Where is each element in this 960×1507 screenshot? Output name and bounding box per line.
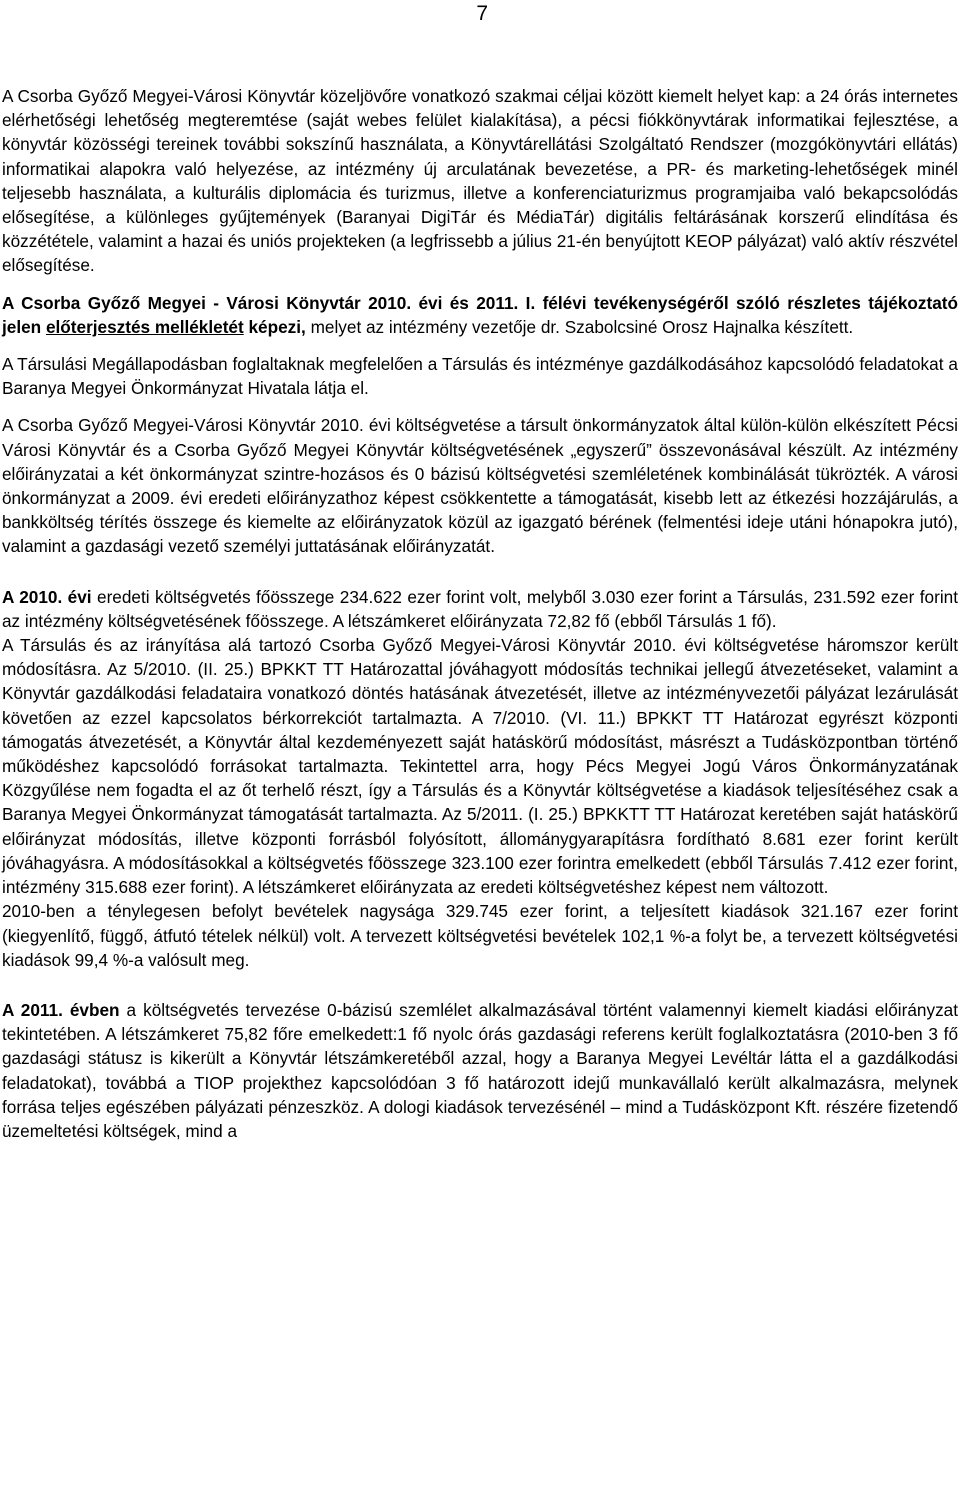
paragraph-2010-original (2, 585, 958, 633)
paragraph-report (2, 291, 958, 339)
report-rest-text: melyet az intézmény vezetője dr. Szabolcsiné Orosz Hajnalka készített. (305, 316, 854, 337)
paragraph-2011 (2, 998, 958, 1143)
paragraph-revenues: 2010-ben a ténylegesen befolyt bevételek nagysága 329.745 ezer forint, a teljesített kiadások 321.167 ezer forint (kiegyenlítő, függő, átfutó tételek nélkül) volt. A tervezett költségvetési bevételek 102,1 %-a folyt be, a tervezett költségvetési kiadások 99,4 %-a valósult meg. (2, 901, 958, 970)
year-2010-text: eredeti költségvetés főösszege 234.622 ezer forint volt, melyből 3.030 ezer forint a Társulás, 231.592 ezer forint az intézmény költségvetésének főösszege. A létszámkeret előirányzata 72,82 fő (ebből Társulás 1 fő). (2, 586, 958, 631)
report-bold-text: A Csorba Győző Megyei - Városi Könyvtár 2010. évi és 2011. I. félévi tevékenységéről szóló részletes tájékoztató jelen (2, 292, 958, 337)
page-number: 7 (476, 2, 488, 25)
document-body (2, 84, 958, 1143)
report-bold-text-2: képezi, (243, 316, 306, 337)
year-2011-label: A 2011. évben (2, 999, 120, 1020)
report-underlined-text: előterjesztés mellékletét (45, 316, 244, 337)
paragraph-association: A Társulási Megállapodásban foglaltaknak megfelelően a Társulás és intézménye gazdálkodásához kapcsolódó feladatokat a Baranya Megyei Önkormányzat Hivatala látja el. (2, 354, 958, 399)
paragraph-budget-2010: A Csorba Győző Megyei-Városi Könyvtár 2010. évi költségvetése a társult önkormányzatok által külön-külön elkészített Pécsi Városi Könyvtár és a Csorba Győző Megyei Könyvtár költségvetésének „egyszerű” összevonásával készült. Az intézmény előirányzatai a két önkormányzat szintre-hozásos és 0 bázisú költségvetési szemléletének kombinálását tükrözték. A városi önkormányzat a 2009. évi eredeti előirányzathoz képest csökkentette a támogatását, kisebb lett az étkezési hozzájárulás, a bankköltség térítés összege és kiemelte az előirányzatok közül az igazgató bérének (felmentési ideje utáni hónapokra jutó), valamint a gazdasági vezető személyi juttatásának előirányzatát. (2, 415, 958, 557)
paragraph-goals: A Csorba Győző Megyei-Városi Könyvtár közeljövőre vonatkozó szakmai céljai között kiemelt helyet kap: a 24 órás internetes elérhetőségi lehetőség megteremtése (saját webes felület kialakítása), a pécsi fiókkönyvtárak informatikai fejlesztése, a könyvtár közösségi tereinek további sokszínű használata, a Könyvtárellátási Szolgáltató Rendszer (mozgókönyvtári ellátás) informatikai alapokra való helyezése, az intézmény új arculatának bevezetése, a PR- és marketing-lehetőségek minél teljesebb használata, a kulturális diplomácia és turizmus, illetve a konferenciaturizmus programjaiba való bekapcsolódás elősegítése, a különleges gyűjtemények (Baranyai DigiTár és MédiaTár) digitális feltárásának korszerű elindítása és közzététele, valamint a hazai és uniós projekteken (a legfrissebb a július 21-én benyújtott KEOP pályázat) való aktív részvétel elősegítése. (2, 86, 958, 276)
paragraph-modifications: A Társulás és az irányítása alá tartozó Csorba Győző Megyei-Városi Könyvtár 2010. évi költségvetése háromszor került módosításra. Az 5/2010. (II. 25.) BPKKT TT Határozattal jóváhagyott módosítás technikai jellegű átvezetéseket, valamint a Könyvtár gazdálkodási feladataira vonatkozó döntés hatásának átvezetését, illetve az intézményvezetői pályázat lezárulását követően az ezzel kapcsolatos bérkorrekciót tartalmazta. A 7/2010. (VI. 11.) BPKKT TT Határozat egyrészt központi támogatás átvezetését, a Könyvtár által kezdeményezett saját hatáskörű módosítást, másrészt a Tudásközpontban történő működéshez kapcsolódó forrásokat tartalmazta. Tekintettel arra, hogy Pécs Megyei Jogú Város Önkormányzatának Közgyűlése nem fogadta el az őt terhelő részt, így a Társulás és a Könyvtár költségvetése a kiadások teljesítéséhez csak a Baranya Megyei Önkormányzat támogatását tartalmazta. Az 5/2011. (I. 25.) BPKKTT TT Határozat keretében saját hatáskörű előirányzat módosítás, illetve központi forrásból folyósított, állománygyarapításra fordítható 8.681 ezer forint került jóváhagyásra. A módosításokkal a költségvetés főösszege 323.100 ezer forintra emelkedett (ebből Társulás 7.412 ezer forint, intézmény 315.688 ezer forint). A létszámkeret előirányzata az eredeti költségvetéshez képest nem változott. (2, 635, 958, 898)
year-2010-label: A 2010. évi (2, 586, 92, 607)
year-2011-text: a költségvetés tervezése 0-bázisú szemlélet alkalmazásával történt valamennyi kiemelt kiadási előirányzat tekintetében. A létszámkeret 75,82 főre emelkedett:1 fő nyolc órás gazdasági referens került foglalkoztatásra (2010-ben 3 fő gazdasági státusz is kikerült a Könyvtár létszámkeretéből azzal, hogy a Baranya Megyei Levéltár látta el a gazdálkodási feladatokat), továbbá a TIOP projekthez kapcsolódóan 3 fő határozott idejű munkavállaló került alkalmazásra, melynek forrása teljes egészében pályázati pénzeszköz. A dologi kiadások tervezésénél – mind a Tudásközpont Kft. részére fizetendő üzemeltetési költségek, mind a (2, 999, 958, 1141)
